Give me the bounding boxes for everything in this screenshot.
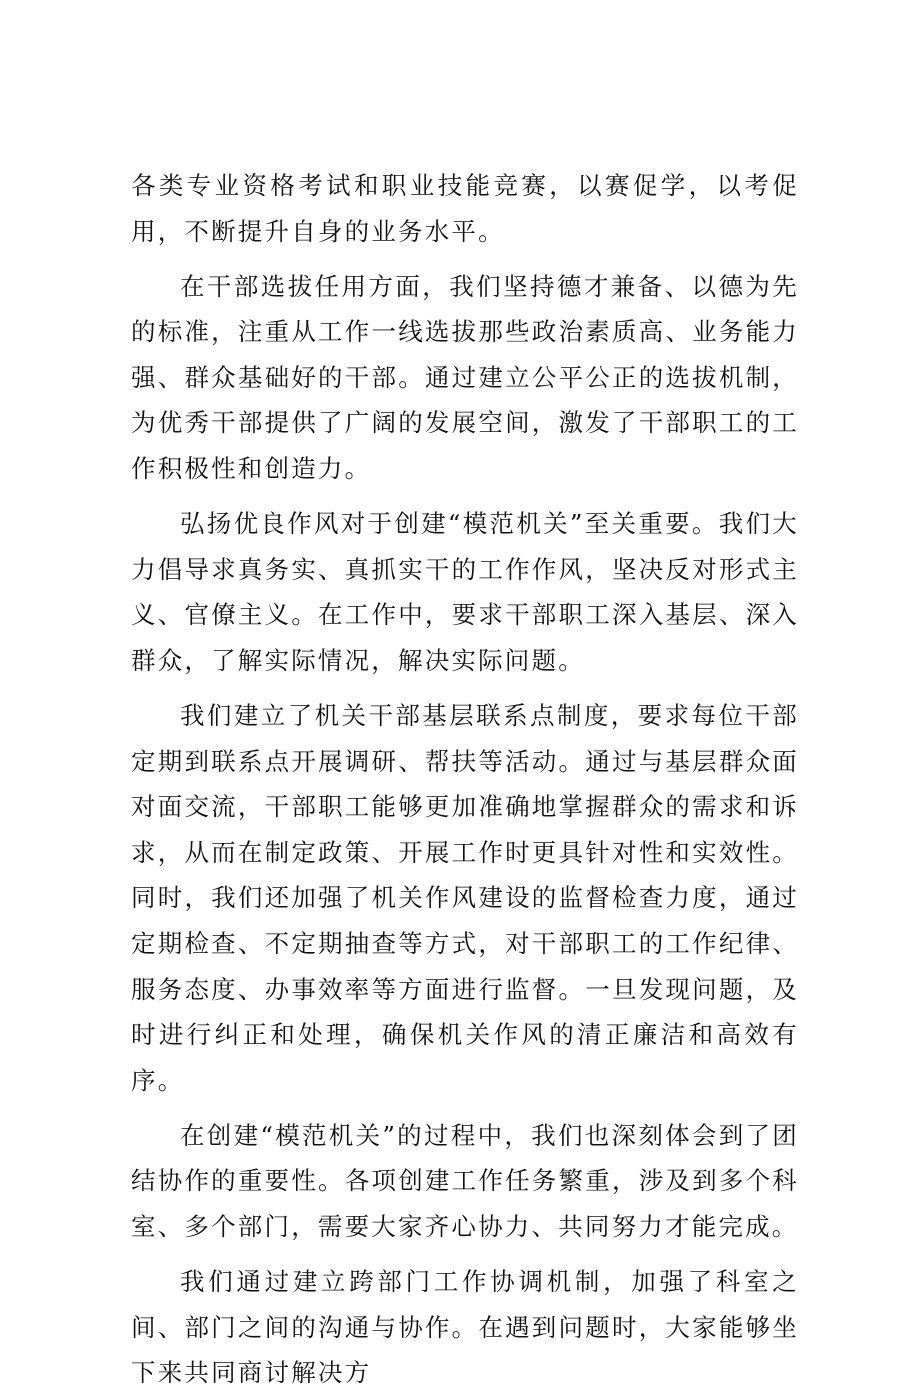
paragraph-3: 弘扬优良作风对于创建“模范机关”至关重要。我们大力倡导求真务实、真抓实干的工作作风，坚决反对形式主义、官僚主义。在工作中，要求干部职工深入基层、深入群众，了解实际情况，解决实际问题。	[131, 509, 799, 675]
paragraph-5: 在创建“模范机关”的过程中，我们也深刻体会到了团结协作的重要性。各项创建工作任务繁重，涉及到多个科室、多个部门，需要大家齐心协力、共同努力才能完成。	[131, 1120, 799, 1242]
paragraph-2: 在干部选拔任用方面，我们坚持德才兼备、以德为先的标准，注重从工作一线选拔那些政治素质高、业务能力强、群众基础好的干部。通过建立公平公正的选拔机制，为优秀干部提供了广阔的发展空间，激发了干部职工的工作积极性和创造力。	[131, 271, 799, 484]
paragraph-4: 我们建立了机关干部基层联系点制度，要求每位干部定期到联系点开展调研、帮扶等活动。通过与基层群众面对面交流，干部职工能够更加准确地掌握群众的需求和诉求，从而在制定政策、开展工作时更具针对性和实效性。同时，我们还加强了机关作风建设的监督检查力度，通过定期检查、不定期抽查等方式，对干部职工的工作纪律、服务态度、办事效率等方面进行监督。一旦发现问题，及时进行纠正和处理，确保机关作风的清正廉洁和高效有序。	[131, 701, 799, 1095]
paragraph-6: 我们通过建立跨部门工作协调机制，加强了科室之间、部门之间的沟通与协作。在遇到问题时，大家能够坐下来共同商讨解决方	[131, 1267, 799, 1388]
document-body	[131, 163, 799, 1396]
paragraph-1: 各类专业资格考试和职业技能竞赛，以赛促学，以考促用，不断提升自身的业务水平。	[131, 171, 799, 246]
